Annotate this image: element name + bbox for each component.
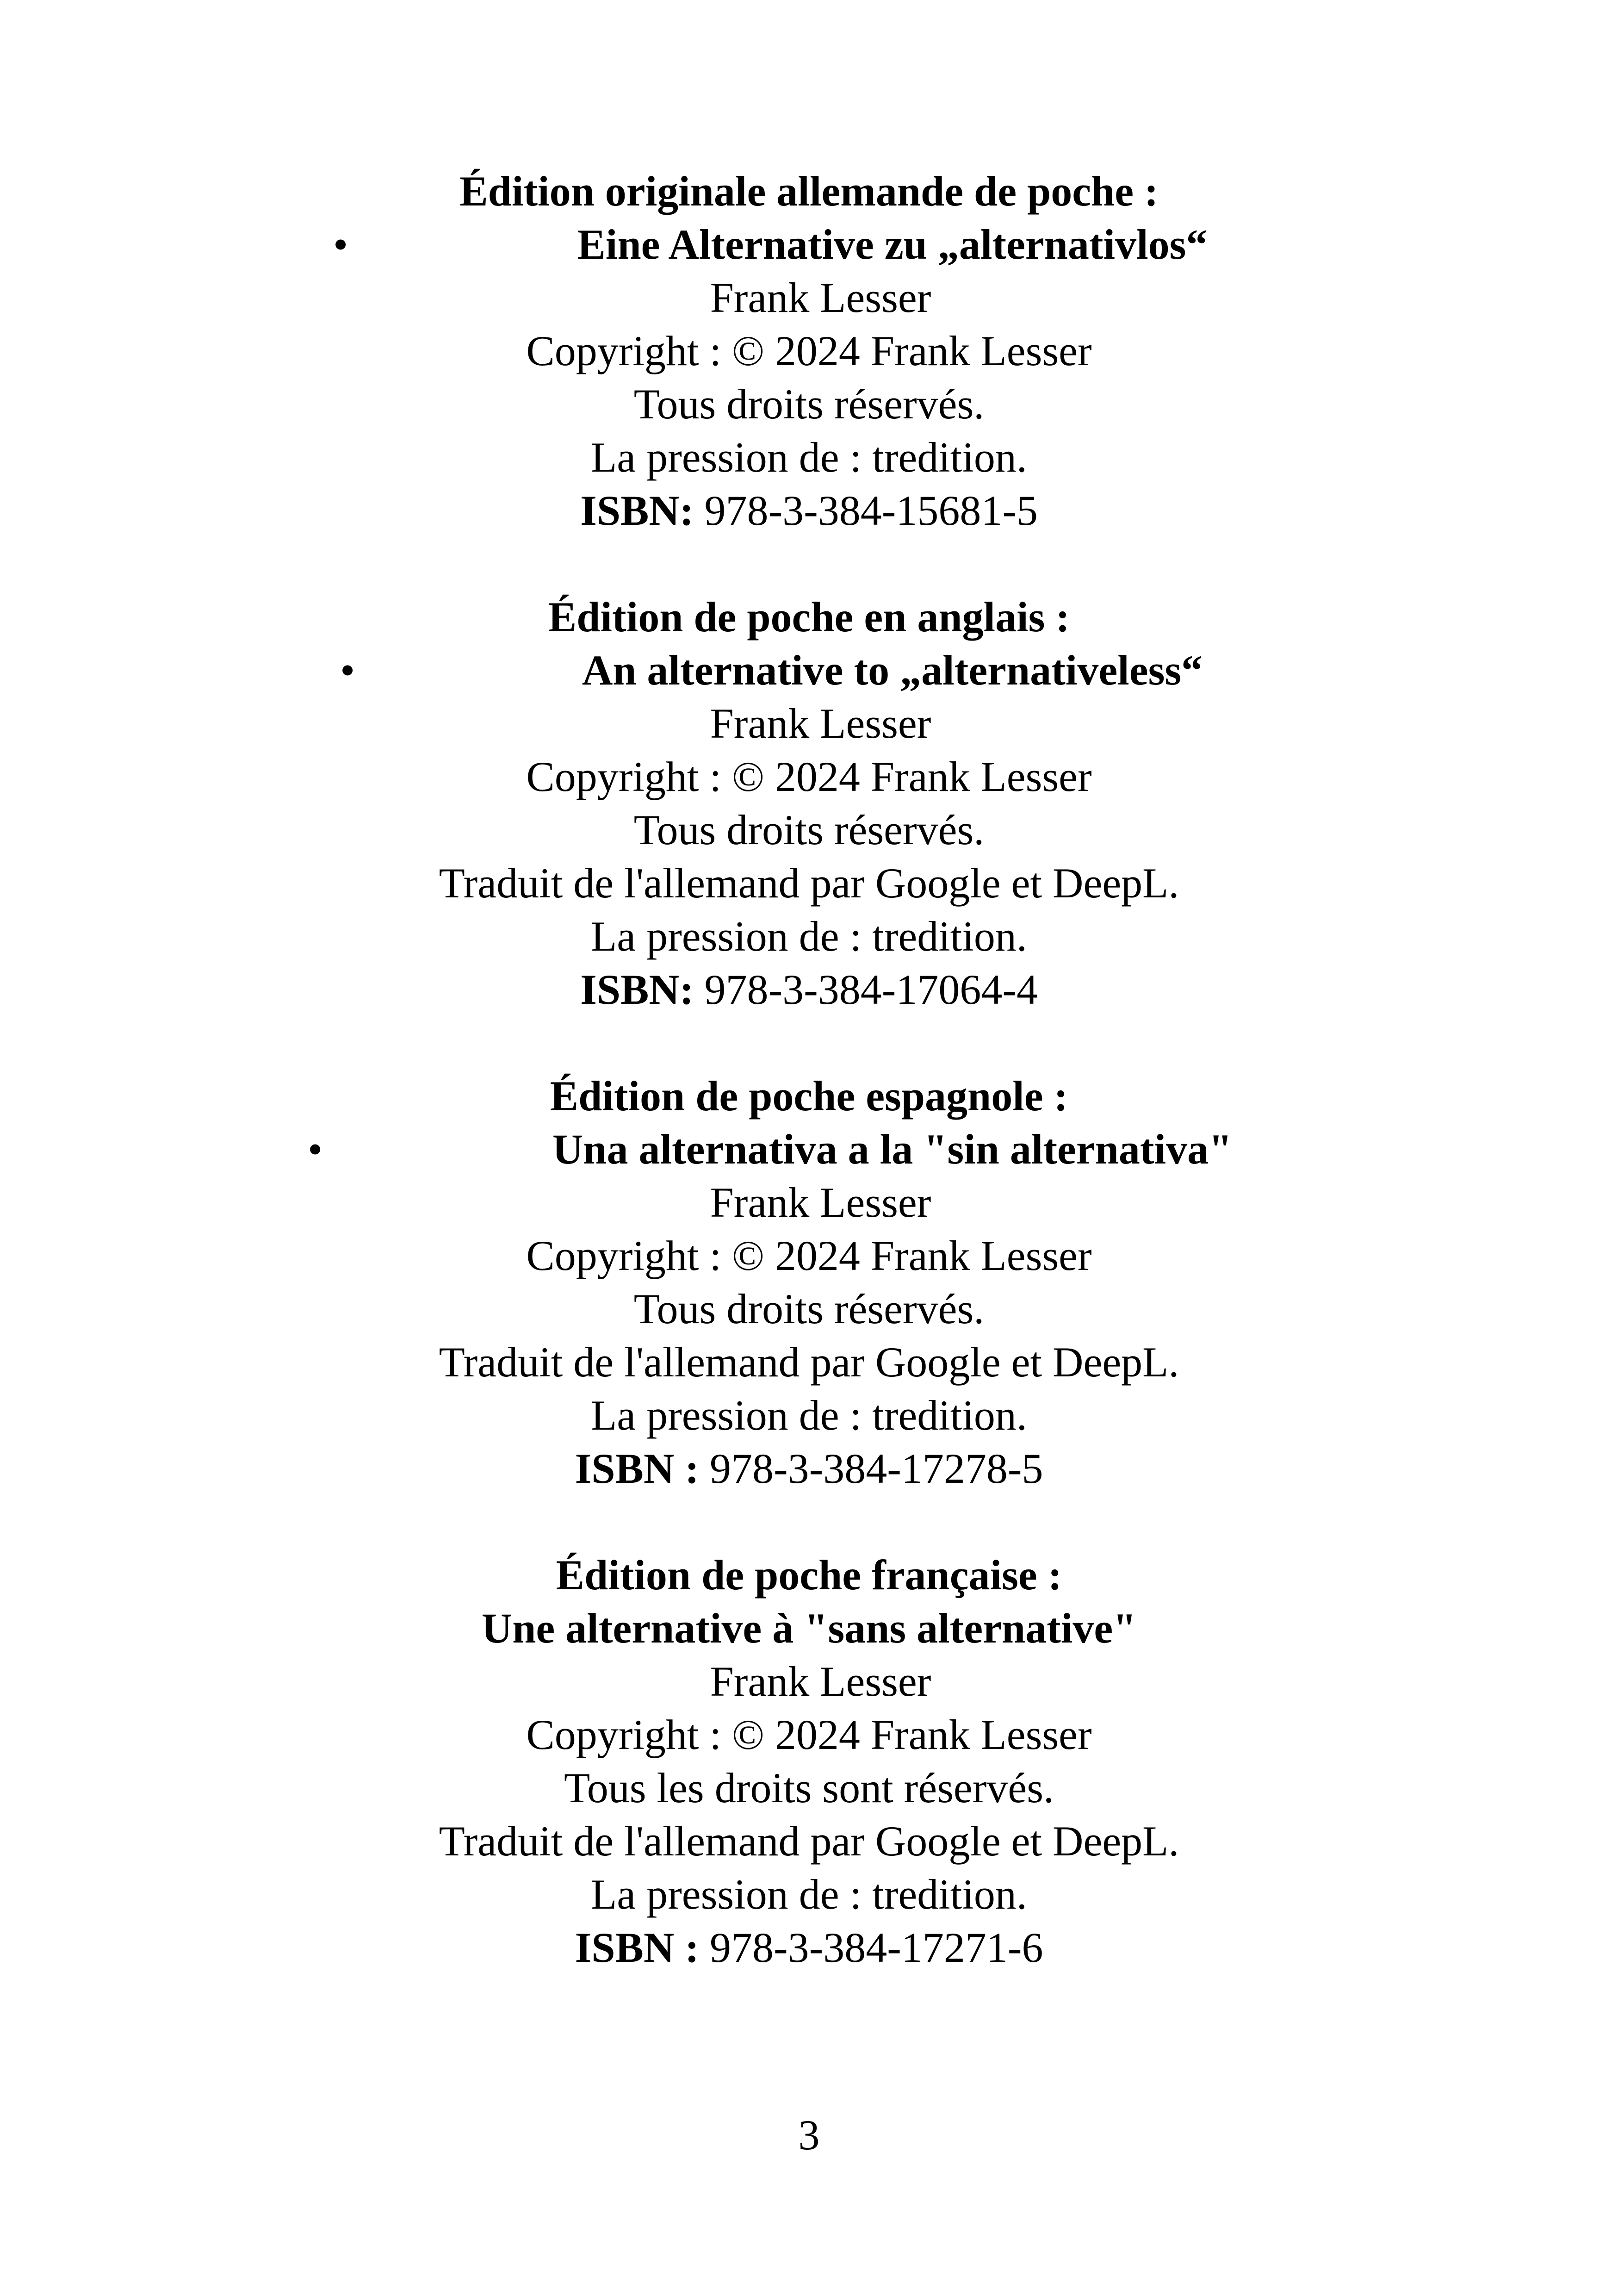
isbn-label: ISBN : [575, 1445, 699, 1492]
edition-title-spanish: Una alternativa a la "sin alternativa" [552, 1126, 1233, 1173]
copyright: Copyright : © 2024 Frank Lesser [526, 1711, 1092, 1758]
edition-title-french: Une alternative à "sans alternative" [481, 1605, 1137, 1652]
isbn-label: ISBN: [580, 966, 694, 1013]
rights: Tous les droits sont réservés. [564, 1764, 1054, 1811]
edition-heading-spanish: Édition de poche espagnole : [550, 1072, 1068, 1120]
rights: Tous droits réservés. [633, 1285, 985, 1332]
isbn-value: 978-3-384-17064-4 [694, 966, 1038, 1013]
author: Frank Lesser [710, 700, 931, 747]
isbn-line [0, 1921, 1618, 1974]
bullet-icon: • [333, 221, 348, 268]
isbn-value: 978-3-384-17278-5 [699, 1445, 1043, 1492]
press: La pression de : tredition. [591, 913, 1027, 960]
rights: Tous droits réservés. [633, 380, 985, 428]
press: La pression de : tredition. [591, 1392, 1027, 1439]
bullet-icon: • [340, 647, 355, 694]
author: Frank Lesser [710, 274, 931, 321]
translated: Traduit de l'allemand par Google et DeepL. [439, 1338, 1179, 1386]
copyright: Copyright : © 2024 Frank Lesser [526, 1232, 1092, 1279]
edition-title-german: Eine Alternative zu „alternativlos“ [577, 221, 1208, 268]
translated: Traduit de l'allemand par Google et DeepL. [439, 859, 1179, 907]
isbn-line [0, 484, 1618, 537]
copyright: Copyright : © 2024 Frank Lesser [526, 327, 1092, 374]
translated: Traduit de l'allemand par Google et DeepL. [439, 1817, 1179, 1865]
press: La pression de : tredition. [591, 434, 1027, 481]
copyright: Copyright : © 2024 Frank Lesser [526, 753, 1092, 800]
edition-heading-french: Édition de poche française : [556, 1551, 1062, 1599]
isbn-label: ISBN: [580, 487, 694, 534]
author: Frank Lesser [710, 1179, 931, 1226]
author: Frank Lesser [710, 1658, 931, 1705]
edition-heading-english: Édition de poche en anglais : [548, 593, 1070, 641]
rights: Tous droits réservés. [633, 806, 985, 853]
isbn-value: 978-3-384-17271-6 [699, 1924, 1043, 1971]
edition-heading-german: Édition originale allemande de poche : [459, 168, 1159, 215]
edition-title-english: An alternative to „alternativeless“ [582, 647, 1203, 694]
isbn-line [0, 1442, 1618, 1495]
press: La pression de : tredition. [591, 1871, 1027, 1918]
isbn-line [0, 963, 1618, 1016]
isbn-value: 978-3-384-15681-5 [694, 487, 1038, 534]
page-number: 3 [798, 2111, 820, 2159]
bullet-icon: • [308, 1126, 323, 1173]
isbn-label: ISBN : [575, 1924, 699, 1971]
